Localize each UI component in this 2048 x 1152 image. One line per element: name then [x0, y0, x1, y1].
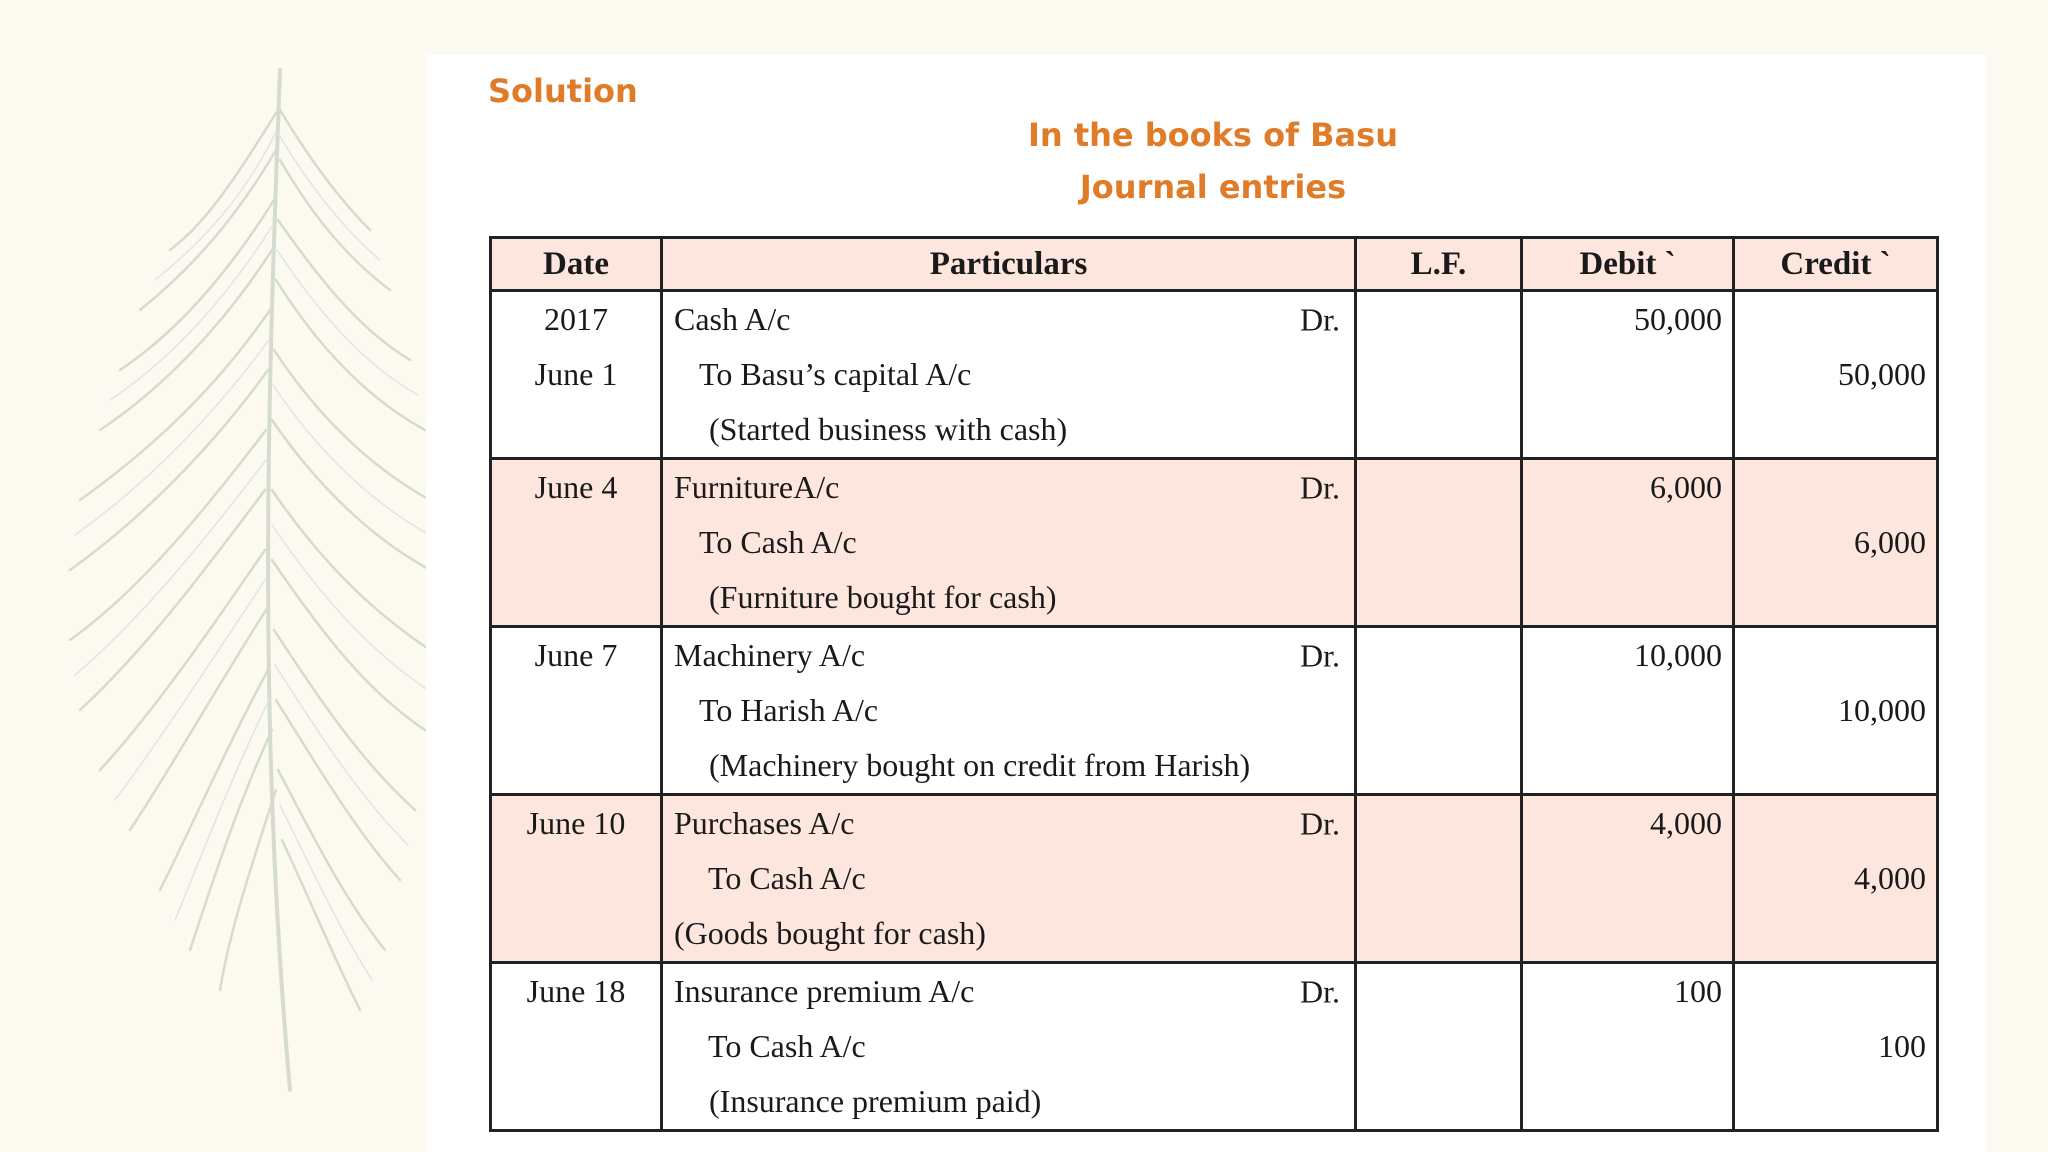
books-heading: In the books of Basu — [1028, 116, 1398, 154]
entry-credit — [1734, 627, 1938, 684]
entry-credit — [1734, 963, 1938, 1020]
header-particulars: Particulars — [662, 238, 1356, 291]
table-row — [491, 570, 1938, 627]
narration: (Furniture bought for cash) — [709, 579, 1057, 615]
entry-debit: 6,000 — [1522, 459, 1734, 516]
entry-particulars — [662, 851, 1356, 906]
entry-credit: 50,000 — [1734, 347, 1938, 402]
entry-credit — [1734, 738, 1938, 795]
journal-entry — [491, 459, 1938, 627]
table-row — [491, 291, 1938, 348]
table-row — [491, 1074, 1938, 1131]
dr-label: Dr. — [1300, 805, 1340, 841]
entry-debit — [1522, 347, 1734, 402]
entry-debit — [1522, 570, 1734, 627]
feather-watermark-image — [40, 50, 440, 1110]
journal-entry — [491, 291, 1938, 459]
entry-date: 2017 — [491, 291, 662, 348]
entry-credit: 6,000 — [1734, 515, 1938, 570]
entry-date: June 1 — [491, 347, 662, 402]
header-credit: Credit ` — [1734, 238, 1938, 291]
entry-lf — [1356, 347, 1522, 402]
dr-label: Dr. — [1300, 469, 1340, 505]
entry-credit — [1734, 795, 1938, 852]
entry-date — [491, 683, 662, 738]
table-row — [491, 627, 1938, 684]
entry-debit: 10,000 — [1522, 627, 1734, 684]
table-row — [491, 459, 1938, 516]
table-row — [491, 795, 1938, 852]
entry-particulars — [662, 570, 1356, 627]
entry-credit — [1734, 570, 1938, 627]
entry-date — [491, 906, 662, 963]
entry-credit — [1734, 402, 1938, 459]
header-date: Date — [491, 238, 662, 291]
entry-date — [491, 1074, 662, 1131]
entry-lf — [1356, 570, 1522, 627]
entry-lf — [1356, 963, 1522, 1020]
entry-debit — [1522, 738, 1734, 795]
header-lf: L.F. — [1356, 238, 1522, 291]
entry-debit — [1522, 683, 1734, 738]
narration: (Insurance premium paid) — [709, 1083, 1042, 1119]
table-row — [491, 1019, 1938, 1074]
journal-entry — [491, 627, 1938, 795]
entry-credit — [1734, 459, 1938, 516]
entry-particulars — [662, 515, 1356, 570]
dr-label: Dr. — [1300, 301, 1340, 337]
entry-lf — [1356, 1019, 1522, 1074]
entry-date — [491, 570, 662, 627]
table-row — [491, 347, 1938, 402]
debit-account: Cash A/c — [674, 301, 791, 337]
entry-lf — [1356, 683, 1522, 738]
entry-credit — [1734, 1074, 1938, 1131]
table-row — [491, 963, 1938, 1020]
entry-debit — [1522, 1074, 1734, 1131]
entry-particulars — [662, 906, 1356, 963]
table-row — [491, 906, 1938, 963]
table-row — [491, 402, 1938, 459]
entry-debit — [1522, 906, 1734, 963]
entry-credit: 100 — [1734, 1019, 1938, 1074]
entry-credit — [1734, 291, 1938, 348]
entry-credit: 10,000 — [1734, 683, 1938, 738]
dr-label: Dr. — [1300, 637, 1340, 673]
entry-lf — [1356, 459, 1522, 516]
credit-account: To Cash A/c — [699, 524, 857, 560]
entry-lf — [1356, 851, 1522, 906]
debit-account: Purchases A/c — [674, 805, 855, 841]
entry-particulars — [662, 1019, 1356, 1074]
entry-date: June 18 — [491, 963, 662, 1020]
debit-account: FurnitureA/c — [674, 469, 840, 505]
journal-entry — [491, 963, 1938, 1131]
entry-date: June 7 — [491, 627, 662, 684]
entry-lf — [1356, 906, 1522, 963]
entry-debit: 100 — [1522, 963, 1734, 1020]
journal-table — [489, 236, 1939, 1132]
entry-debit: 4,000 — [1522, 795, 1734, 852]
narration: (Machinery bought on credit from Harish) — [709, 747, 1251, 783]
entry-particulars — [662, 459, 1356, 516]
entry-date — [491, 1019, 662, 1074]
table-row — [491, 851, 1938, 906]
table-header-row — [491, 238, 1938, 291]
credit-account: To Basu’s capital A/c — [699, 356, 972, 392]
table-row — [491, 683, 1938, 738]
narration: (Started business with cash) — [709, 411, 1068, 447]
entry-debit — [1522, 515, 1734, 570]
entry-credit: 4,000 — [1734, 851, 1938, 906]
entry-debit — [1522, 402, 1734, 459]
entry-date — [491, 515, 662, 570]
entry-lf — [1356, 402, 1522, 459]
credit-account: To Cash A/c — [708, 860, 866, 896]
entry-particulars — [662, 795, 1356, 852]
entry-date: June 10 — [491, 795, 662, 852]
credit-account: To Harish A/c — [699, 692, 879, 728]
entry-particulars — [662, 683, 1356, 738]
entry-credit — [1734, 906, 1938, 963]
entry-lf — [1356, 1074, 1522, 1131]
entry-particulars — [662, 1074, 1356, 1131]
debit-account: Insurance premium A/c — [674, 973, 975, 1009]
table-row — [491, 515, 1938, 570]
entry-particulars — [662, 738, 1356, 795]
entry-debit: 50,000 — [1522, 291, 1734, 348]
entry-lf — [1356, 627, 1522, 684]
header-debit: Debit ` — [1522, 238, 1734, 291]
entry-particulars — [662, 402, 1356, 459]
entry-particulars — [662, 963, 1356, 1020]
entry-lf — [1356, 515, 1522, 570]
entry-date — [491, 851, 662, 906]
entry-debit — [1522, 1019, 1734, 1074]
journal-entry — [491, 795, 1938, 963]
entry-date: June 4 — [491, 459, 662, 516]
entry-particulars — [662, 347, 1356, 402]
entry-date — [491, 738, 662, 795]
dr-label: Dr. — [1300, 973, 1340, 1009]
debit-account: Machinery A/c — [674, 637, 866, 673]
entry-particulars — [662, 627, 1356, 684]
credit-account: To Cash A/c — [708, 1028, 866, 1064]
entry-debit — [1522, 851, 1734, 906]
entry-particulars — [662, 291, 1356, 348]
narration: (Goods bought for cash) — [674, 915, 986, 951]
entry-lf — [1356, 291, 1522, 348]
solution-label: Solution — [488, 72, 638, 110]
entry-lf — [1356, 738, 1522, 795]
table-row — [491, 738, 1938, 795]
entry-date — [491, 402, 662, 459]
journal-heading: Journal entries — [1079, 168, 1347, 206]
entry-lf — [1356, 795, 1522, 852]
